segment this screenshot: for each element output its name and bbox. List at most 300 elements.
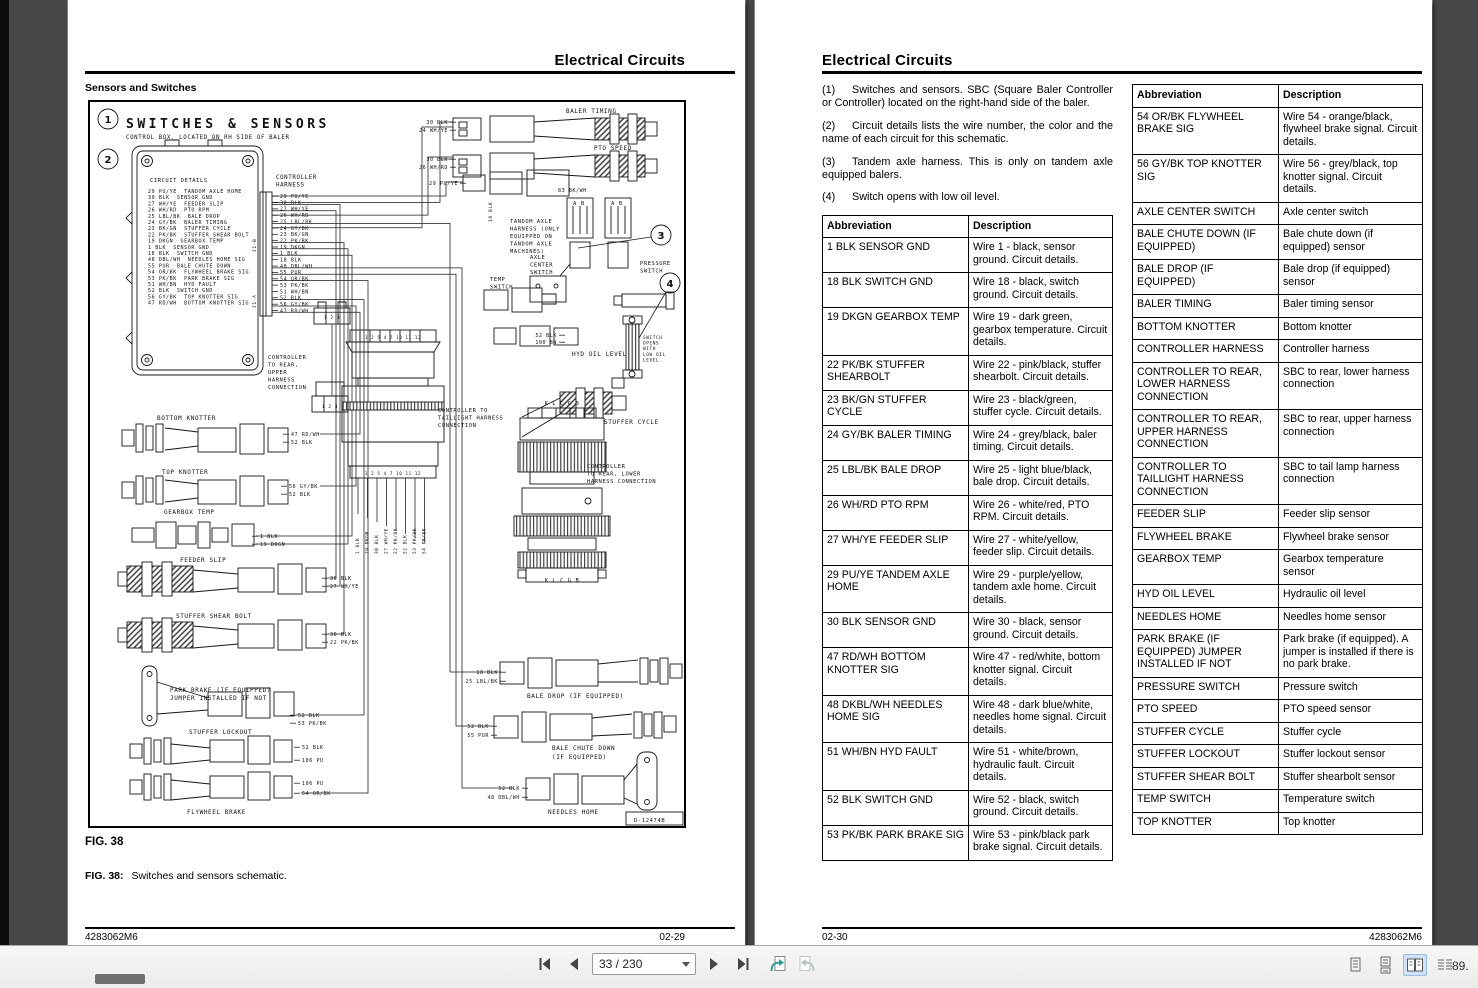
two-page-layout-icon <box>1406 956 1424 974</box>
table-header-row <box>823 215 1113 238</box>
diagram-label: PTO SPEED <box>594 145 632 152</box>
diagram-label: 29 PU/YE <box>280 194 309 200</box>
footer-rule <box>85 927 735 929</box>
abbreviation-cell: 30 BLK SENSOR GND <box>823 613 969 648</box>
abbreviation-cell: 51 WH/BN HYD FAULT <box>823 743 969 791</box>
diagram-label: 106 PU <box>302 758 324 764</box>
single-page-layout-button[interactable] <box>1343 954 1367 976</box>
description-cell: Controller harness <box>1279 340 1423 363</box>
diagram-label: SWITCH <box>640 268 664 275</box>
description-cell: Wire 18 - black, switch ground. Circuit details. <box>969 273 1113 308</box>
diagram-label: 51 WH/BN <box>280 289 309 296</box>
table-row <box>823 613 1113 648</box>
diagram-label: K L C G B <box>544 401 580 407</box>
abbreviation-cell: 47 RD/WH BOTTOM KNOTTER SIG <box>823 648 969 696</box>
description-cell: Needles home sensor <box>1279 607 1423 630</box>
column-header: Description <box>969 215 1113 238</box>
diagram-label: 22 PK/BK <box>280 238 309 245</box>
diagram-label: TAILLIGHT HARNESS <box>438 415 504 422</box>
table-row <box>823 695 1113 743</box>
diagram-label: 4 <box>666 279 674 290</box>
abbreviation-cell: PRESSURE SWITCH <box>1133 677 1279 700</box>
description-cell: Wire 48 - dark blue/white, needles home signal. Circuit details. <box>969 695 1113 743</box>
table-row <box>823 273 1113 308</box>
description-cell: Wire 47 - red/white, bottom knotter signal. Circuit details. <box>969 648 1113 696</box>
diagram-label: 22 PK/BK <box>394 528 399 554</box>
diagram-label: TO REAR, <box>268 362 299 369</box>
diagram-label: HARNESS <box>268 377 295 384</box>
figure-caption-text: Switches and sensors schematic. <box>131 870 287 882</box>
diagram-label: HYD OIL LEVEL <box>572 351 627 358</box>
diagram-label: TO REAR, LOWER <box>587 471 641 478</box>
table-row <box>1133 340 1423 363</box>
diagram-label: CONNECTION <box>268 385 307 391</box>
diagram-label: 3 <box>657 231 665 242</box>
diagram-label: 23 BK/GN <box>280 232 309 239</box>
diagram-label: 23 BK/GN STUFFER CYCLE <box>148 226 232 233</box>
diagram-label: 54 OR/BK <box>280 276 309 283</box>
document-page-left <box>68 0 745 945</box>
description-cell: Wire 30 - black, sensor ground. Circuit details. <box>969 613 1113 648</box>
page-right-header-title: Electrical Circuits <box>822 52 953 69</box>
diagram-label: 30 BLK <box>330 632 352 638</box>
description-cell: Stuffer shearbolt sensor <box>1279 767 1423 790</box>
description-cell: Wire 52 - black, switch ground. Circuit details. <box>969 790 1113 825</box>
bottom-knotter-sensor <box>122 424 288 454</box>
abbreviation-cell: 22 PK/BK STUFFER SHEARBOLT <box>823 355 969 390</box>
diagram-label: 53 PK/BK <box>413 528 418 554</box>
abbreviation-cell: NEEDLES HOME <box>1133 607 1279 630</box>
continuous-scroll-layout-icon <box>1376 956 1394 974</box>
paragraph: (1) Switches and sensors. SBC (Square Baler Controller or Controller) located on the right-hand side of the baler. <box>822 84 1113 110</box>
component-abbreviation-table <box>1132 84 1423 835</box>
abbreviation-cell: CONTROLLER TO REAR, LOWER HARNESS CONNECTION <box>1133 362 1279 410</box>
diagram-label: 27 WH/YE <box>384 528 390 554</box>
diagram-label: 19 DKGN <box>260 542 286 548</box>
diagram-label: HARNESS <box>276 182 305 189</box>
diagram-label: 22 PK/BK <box>330 640 359 646</box>
table-row <box>823 355 1113 390</box>
table-row <box>823 495 1113 530</box>
stuffer-cycle-sensor <box>522 388 626 437</box>
diagram-label: 55 PUR <box>280 270 302 277</box>
description-cell: PTO speed sensor <box>1279 700 1423 723</box>
table-row <box>1133 550 1423 585</box>
diagram-label: SWITCH <box>530 270 554 276</box>
description-cell: Wire 23 - black/green, stuffer cycle. Circuit details. <box>969 390 1113 425</box>
abbreviation-cell: 29 PU/YE TANDEM AXLE HOME <box>823 565 969 613</box>
diagram-label: 30 BLK <box>426 120 448 126</box>
schematic-drawing <box>90 102 684 826</box>
diagram-label: 1 BLK <box>280 251 299 258</box>
diagram-label: 51 WH/BN HYD FAULT <box>148 282 217 288</box>
diagram-label: 52 BLK <box>291 440 313 446</box>
gearbox-temp-sensor <box>132 522 254 548</box>
diagram-label: 52 BLK <box>403 534 409 554</box>
diagram-label: 47 RD/WH BOTTOM KNOTTER SIG <box>148 300 250 307</box>
flywheel-brake-sensor <box>130 772 292 800</box>
stuffer-lockout-sensor <box>130 736 292 764</box>
table-row <box>823 825 1113 860</box>
diagram-label: BALE DROP (IF EQUIPPED) <box>527 693 624 700</box>
abbreviation-cell: TEMP SWITCH <box>1133 790 1279 813</box>
document-page-right <box>755 0 1432 945</box>
diagram-label: 56 GY/BK TOP KNOTTER SIG <box>148 294 239 301</box>
abbreviation-cell: 53 PK/BK PARK BRAKE SIG <box>823 825 969 860</box>
section-title: Sensors and Switches <box>85 82 197 94</box>
diagram-label: 18 BLK SWITCH GND <box>148 251 213 257</box>
abbreviation-cell: BALE DROP (IF EQUIPPED) <box>1133 260 1279 295</box>
paragraph: (3) Tandem axle harness. This is only on tandem axle equipped balers. <box>822 155 1113 181</box>
controller-harness-connector <box>260 192 272 316</box>
diagram-label: LOW OIL <box>643 352 666 358</box>
diagram-label: 52 BLK SWITCH GND <box>148 288 213 295</box>
diagram-label: 48 DBL/WH <box>487 795 520 801</box>
diagram-label: 53 PK/BK <box>280 282 309 289</box>
abbreviation-cell: PTO SPEED <box>1133 700 1279 723</box>
pdf-viewer-toolbar <box>0 945 1478 988</box>
diagram-label: 56 GY/BK <box>289 484 318 490</box>
description-cell: SBC to rear, lower harness connection <box>1279 362 1423 410</box>
diagram-label: 54 OR/BK FLYWHEEL BRAKE SIG <box>148 269 250 276</box>
first-page-icon <box>537 956 553 972</box>
diagram-label: CONTROLLER <box>268 355 307 361</box>
description-cell: Temperature switch <box>1279 790 1423 813</box>
footer-rule <box>822 927 1422 929</box>
diagram-label: 55 PUR <box>467 733 489 739</box>
diagram-label: 52 BLK <box>302 745 324 751</box>
diagram-label: J1-A <box>253 294 258 308</box>
next-page-button[interactable] <box>703 952 725 976</box>
diagram-label: FEEDER SLIP <box>180 557 227 564</box>
table-row <box>823 743 1113 791</box>
page-number-label: 02-30 <box>822 932 848 943</box>
paragraph: (4) Switch opens with low oil level. <box>822 191 1000 204</box>
column-header: Abbreviation <box>1133 85 1279 108</box>
diagram-label: 100 BN <box>535 340 557 346</box>
diagram-label: CONNECTION <box>438 423 477 429</box>
diagram-label: CONTROLLER <box>276 175 317 181</box>
description-cell: Stuffer cycle <box>1279 722 1423 745</box>
diagram-label: 24 GY/BK <box>280 225 309 232</box>
description-cell: Bottom knotter <box>1279 317 1423 340</box>
diagram-label: 1 BLK <box>356 537 361 554</box>
table-row <box>1133 607 1423 630</box>
diagram-label: SWITCH <box>490 284 514 291</box>
diagram-label: AXLE <box>530 255 546 261</box>
diagram-label: STUFFER CYCLE <box>604 419 659 426</box>
table-row <box>1133 295 1423 318</box>
next-page-icon <box>706 956 722 972</box>
abbreviation-cell: BOTTOM KNOTTER <box>1133 317 1279 340</box>
diagram-label: 18 BLK <box>476 670 498 676</box>
description-cell: SBC to tail lamp harness connection <box>1279 457 1423 505</box>
table-row <box>823 238 1113 273</box>
diagram-label: 24 GY/BK BALER TIMING <box>148 220 228 226</box>
continuous-scroll-layout-button[interactable] <box>1373 954 1397 976</box>
description-cell: Wire 1 - black, sensor ground. Circuit details. <box>969 238 1113 273</box>
header-rule <box>85 71 735 74</box>
diagram-label: 56 GY/BK <box>280 302 309 308</box>
abbreviation-cell: HYD OIL LEVEL <box>1133 585 1279 608</box>
abbreviation-cell: FEEDER SLIP <box>1133 505 1279 528</box>
zoom-level-text: 89. <box>1452 959 1469 973</box>
horizontal-scrollbar-thumb[interactable] <box>95 974 145 984</box>
diagram-label: D-12474B <box>634 818 666 824</box>
diagram-label: 48 DBL/WH <box>280 263 313 270</box>
previous-page-button[interactable] <box>563 952 585 976</box>
description-cell: Hydraulic oil level <box>1279 585 1423 608</box>
diagram-label: 24 WH/YE <box>419 128 448 134</box>
table-row <box>1133 410 1423 458</box>
description-cell: Top knotter <box>1279 812 1423 835</box>
diagram-label: 19 DKGN <box>365 531 371 554</box>
table-row <box>823 790 1113 825</box>
description-cell: Wire 26 - white/red, PTO RPM. Circuit details. <box>969 495 1113 530</box>
page-layout-group <box>1343 954 1457 976</box>
diagram-label: 26 WH/RD PTO RPM <box>148 207 210 214</box>
diagram-label: 29 PU/YE TANDOM AXLE HOME <box>148 189 242 195</box>
taillight-harness-connector <box>342 330 444 478</box>
diagram-label: 1 <box>104 115 112 126</box>
diagram-label: PARK BRAKE (IF EQUIPPED) <box>170 687 272 694</box>
table-row <box>1133 812 1423 835</box>
page-number-field[interactable] <box>592 953 696 975</box>
description-cell: Bale chute down (if equipped) sensor <box>1279 225 1423 260</box>
diagram-label: 19 DKGN <box>280 244 306 251</box>
diagram-label: BALE CHUTE DOWN <box>552 745 616 752</box>
next-view-icon <box>797 954 817 974</box>
diagram-label: 27 WH/YE <box>280 206 309 213</box>
table-row <box>823 530 1113 565</box>
page-number-value: 33 / 230 <box>599 957 643 971</box>
previous-view-icon <box>768 954 788 974</box>
diagram-label: CONTROL BOX. LOCATED ON RH SIDE OF BALER <box>126 135 290 141</box>
diagram-label: 48 DBL/WH NEEDLES HOME SIG <box>148 257 246 264</box>
diagram-label: HARNESS (ONLY <box>510 226 560 233</box>
diagram-label: 52 BLK <box>535 333 557 339</box>
diagram-label: 25 LBL/BK BALE DROP <box>148 213 221 220</box>
table-row <box>1133 202 1423 225</box>
description-cell: Park brake (if equipped). A jumper is installed if there is no park brake. <box>1279 630 1423 678</box>
table-row <box>1133 260 1423 295</box>
description-cell: Wire 56 - grey/black, top knotter signal. Circuit details. <box>1279 155 1423 203</box>
header-rule <box>822 71 1422 74</box>
description-cell: Gearbox temperature sensor <box>1279 550 1423 585</box>
paragraph: (2) Circuit details lists the wire number, the color and the name of each circuit for this schematic. <box>822 119 1113 146</box>
diagram-label: BOTTOM KNOTTER <box>157 415 216 422</box>
diagram-label: 54 OR/BK <box>422 528 428 554</box>
abbreviation-cell: AXLE CENTER SWITCH <box>1133 202 1279 225</box>
abbreviation-cell: 25 LBL/BK BALE DROP <box>823 460 969 495</box>
diagram-label: 47 RD/WH <box>291 432 320 438</box>
diagram-label: LEVEL <box>643 358 660 364</box>
diagram-label: 53 PK/BK PARK BRAKE SIG <box>148 275 235 282</box>
description-cell: Wire 54 - orange/black, flywheel brake signal. Circuit details. <box>1279 107 1423 155</box>
description-cell: Flywheel brake sensor <box>1279 527 1423 550</box>
figure-caption-label: FIG. 38: <box>85 870 124 882</box>
diagram-label: 1 2 3 <box>323 316 341 321</box>
abbreviation-cell: 56 GY/BK TOP KNOTTER SIG <box>1133 155 1279 203</box>
diagram-label: 52 BLK <box>280 295 302 302</box>
diagram-label: 52 BLK <box>467 724 489 730</box>
diagram-label: 1 BLK <box>260 534 279 540</box>
diagram-label: STUFFER SHEAR BOLT <box>176 613 252 620</box>
diagram-label: 54 OR/BK <box>302 791 331 797</box>
diagram-label: 1 2 3 <box>321 405 339 410</box>
description-cell: Bale drop (if equipped) sensor <box>1279 260 1423 295</box>
table-row <box>1133 225 1423 260</box>
diagram-label: GEARBOX TEMP <box>164 509 215 516</box>
diagram-label: EQUIPPED ON <box>510 234 553 240</box>
page-field-dropdown-caret[interactable] <box>682 962 690 967</box>
diagram-label: TANDOM AXLE <box>510 219 553 225</box>
abbreviation-cell: STUFFER CYCLE <box>1133 722 1279 745</box>
diagram-label: TANDOM AXLE <box>510 241 553 248</box>
previous-view-button[interactable] <box>767 952 789 976</box>
table-row <box>1133 527 1423 550</box>
diagram-label: 30 BLK <box>426 157 448 163</box>
diagram-label: MACHINES) <box>510 249 545 255</box>
abbreviation-cell: 52 BLK SWITCH GND <box>823 790 969 825</box>
column-header: Description <box>1279 85 1423 108</box>
description-cell: Baler timing sensor <box>1279 295 1423 318</box>
abbreviation-cell: STUFFER SHEAR BOLT <box>1133 767 1279 790</box>
abbreviation-cell: 24 GY/BK BALER TIMING <box>823 425 969 460</box>
first-page-button[interactable] <box>534 952 556 976</box>
diagram-label: 29 PU/YE <box>429 181 458 187</box>
diagram-label: 52 BLK <box>289 492 311 498</box>
diagram-label: CENTER <box>530 262 554 269</box>
bale-drop-sensor <box>500 658 682 688</box>
diagram-label: JUMPER INSTALLED IF NOT <box>170 695 267 702</box>
table-row <box>823 565 1113 613</box>
diagram-label: 30 BLK <box>280 200 302 207</box>
table-row <box>1133 630 1423 678</box>
diagram-label: 1 2 5 4 7 10 11 12 <box>364 335 422 340</box>
diagram-label: CONTROLLER <box>587 464 626 470</box>
table-row <box>1133 585 1423 608</box>
diagram-label: OPENS <box>643 341 660 347</box>
table-row <box>1133 457 1423 505</box>
diagram-label: 25 LBL/BK <box>465 679 498 685</box>
diagram-label: 1 2 5 4 7 10 11 12 <box>364 471 422 476</box>
description-cell: Wire 22 - pink/black, stuffer shearbolt. Circuit details. <box>969 355 1113 390</box>
diagram-label: (IF EQUIPPED) <box>552 754 607 761</box>
diagram-label: SWITCHES & SENSORS <box>126 117 330 132</box>
description-cell: Pressure switch <box>1279 677 1423 700</box>
baler-timing-sensor <box>453 114 657 144</box>
right-page-column-right <box>1132 84 1423 835</box>
diagram-label: 2 <box>104 155 112 166</box>
abbreviation-cell: 27 WH/YE FEEDER SLIP <box>823 530 969 565</box>
diagram-label: TOP KNOTTER <box>162 469 209 476</box>
description-cell: Wire 29 - purple/yellow, tandem axle home. Circuit details. <box>969 565 1113 613</box>
description-cell: Wire 25 - light blue/black, bale drop. Circuit details. <box>969 460 1113 495</box>
abbreviation-cell: 18 BLK SWITCH GND <box>823 273 969 308</box>
pto-speed-sensor <box>453 151 657 181</box>
description-cell: Stuffer lockout sensor <box>1279 745 1423 768</box>
diagram-label: WITH <box>643 347 656 353</box>
table-row <box>1133 362 1423 410</box>
table-row <box>823 648 1113 696</box>
last-page-button[interactable] <box>732 952 754 976</box>
two-page-layout-button[interactable] <box>1403 954 1427 976</box>
figure-38-schematic <box>88 100 686 828</box>
page-right-footer <box>822 932 1422 943</box>
abbreviation-cell: CONTROLLER TO REAR, UPPER HARNESS CONNECTION <box>1133 410 1279 458</box>
diagram-label: 52 BLK <box>498 786 520 792</box>
abbreviation-cell: STUFFER LOCKOUT <box>1133 745 1279 768</box>
abbreviation-cell: GEARBOX TEMP <box>1133 550 1279 585</box>
table-row <box>1133 677 1423 700</box>
figure-caption <box>85 870 287 882</box>
viewer-left-edge <box>0 0 9 945</box>
table-row <box>823 425 1113 460</box>
column-header: Abbreviation <box>823 215 969 238</box>
abbreviation-cell: 23 BK/GN STUFFER CYCLE <box>823 390 969 425</box>
table-row <box>1133 505 1423 528</box>
page-navigation-group <box>534 952 818 976</box>
diagram-label: 19 DKGN GEARBOX TEMP <box>148 238 224 245</box>
diagram-label: 18 BLK <box>280 257 302 264</box>
pressure-switch-symbol <box>614 292 674 309</box>
page-number-label: 02-29 <box>659 932 685 943</box>
diagram-label: 1 BLK SENSOR GND <box>148 244 210 251</box>
next-view-button[interactable] <box>796 952 818 976</box>
table-header-row <box>1133 85 1423 108</box>
diagram-label: 30 BLK <box>330 576 352 582</box>
diagram-label: PRESSURE <box>640 261 671 267</box>
description-cell: Wire 19 - dark green, gearbox temperature. Circuit details. <box>969 308 1113 356</box>
abbreviation-cell: BALER TIMING <box>1133 295 1279 318</box>
diagram-label: 27 WH/YE FEEDER SLIP <box>148 201 224 208</box>
table-row <box>1133 155 1423 203</box>
diagram-label: 106 PU <box>302 781 324 787</box>
diagram-label: 25 LBL/BK <box>280 219 313 226</box>
table-row <box>823 390 1113 425</box>
description-cell: Feeder slip sensor <box>1279 505 1423 528</box>
table-row <box>1133 767 1423 790</box>
abbreviation-cell: 26 WH/RD PTO RPM <box>823 495 969 530</box>
document-number: 4283062M6 <box>1369 932 1422 943</box>
description-cell: Axle center switch <box>1279 202 1423 225</box>
description-cell: Wire 51 - white/brown, hydraulic fault. Circuit details. <box>969 743 1113 791</box>
description-cell: SBC to rear, upper harness connection <box>1279 410 1423 458</box>
diagram-label: 83 BK/WH <box>558 188 587 194</box>
last-page-icon <box>735 956 751 972</box>
description-cell: Wire 53 - pink/black park brake signal. Circuit details. <box>969 825 1113 860</box>
diagram-label: 26 WH/RD <box>419 165 448 171</box>
stuffer-shear-bolt-sensor <box>118 618 326 652</box>
document-number: 4283062M6 <box>85 932 138 943</box>
wire-abbreviation-table <box>822 215 1113 861</box>
table-row <box>1133 700 1423 723</box>
feeder-slip-sensor <box>118 562 326 596</box>
page-left-footer <box>85 932 685 943</box>
diagram-label: CONTROLLER TO <box>438 408 488 414</box>
diagram-label: 53 PK/BK <box>298 721 327 727</box>
temp-switch-connectors <box>484 288 556 312</box>
figure-number-label: FIG. 38 <box>85 836 124 848</box>
diagram-label: 52 BLK <box>298 713 320 719</box>
bale-chute-down-sensor <box>494 712 676 742</box>
previous-page-icon <box>566 956 582 972</box>
diagram-label: BALER TIMING <box>566 108 617 115</box>
table-row <box>1133 722 1423 745</box>
table-row <box>1133 107 1423 155</box>
table-row <box>1133 790 1423 813</box>
